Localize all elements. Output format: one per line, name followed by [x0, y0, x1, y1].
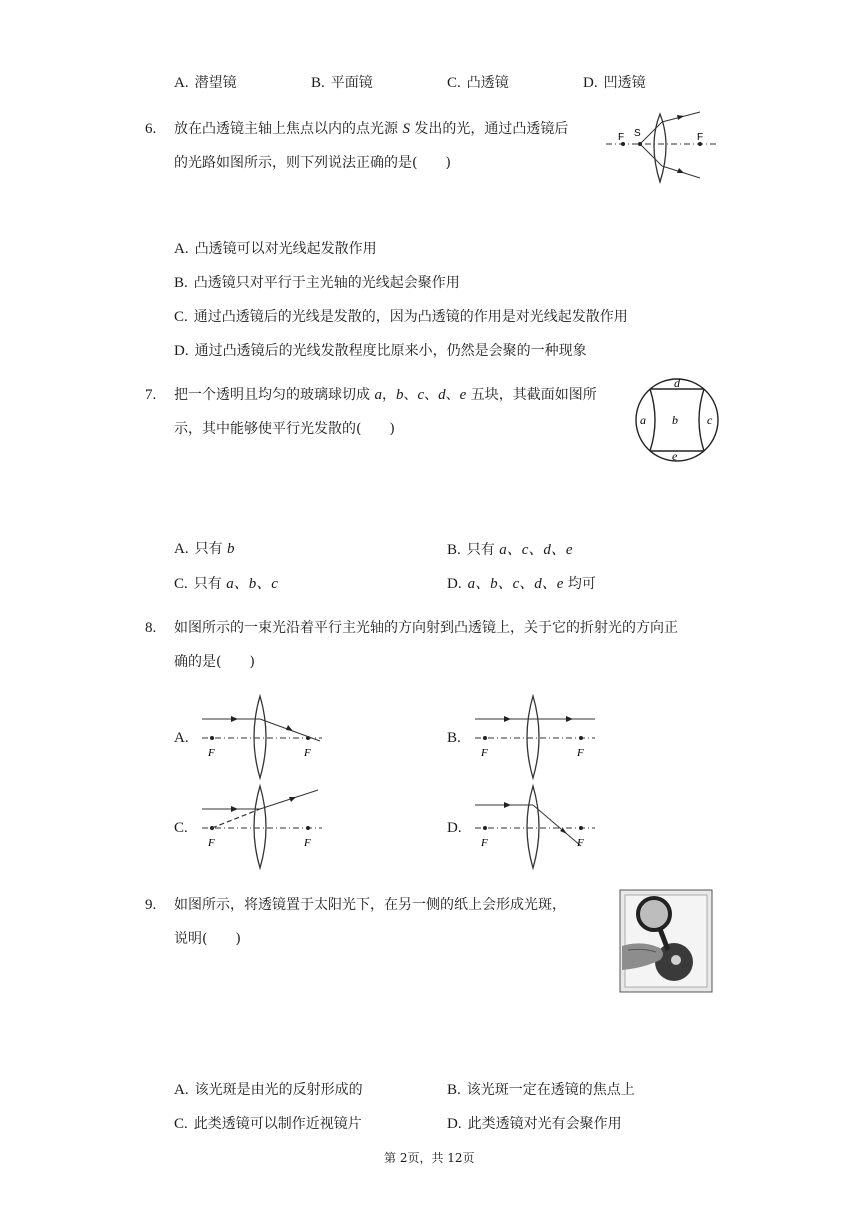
q7-option-d[interactable]: D. a、b、c、d、e 均可	[447, 576, 596, 592]
q9-stem-line2: 说明( )	[174, 931, 241, 947]
q8-a-f-left: F	[208, 747, 215, 759]
q6-stem-line2: 的光路如图所示，则下列说法正确的是( )	[174, 155, 451, 171]
q7-fig-label-d: d	[674, 376, 680, 390]
q8-c-f-right: F	[304, 837, 311, 849]
q8-option-d-label[interactable]: D.	[447, 820, 462, 836]
q7-option-a[interactable]: A. 只有 b	[174, 541, 235, 557]
q8-stem-line2: 确的是( )	[174, 654, 255, 670]
q7-fig-label-c: c	[707, 413, 713, 427]
q9-number: 9.	[145, 897, 157, 913]
q6-lens-figure	[604, 108, 720, 188]
q8-option-a-label[interactable]: A.	[174, 730, 189, 746]
q5-option-a[interactable]: A. 潜望镜	[174, 75, 237, 91]
q9-stem-line1: 如图所示，将透镜置于太阳光下，在另一侧的纸上会形成光斑，	[174, 897, 566, 913]
q7-fig-label-b: b	[672, 413, 678, 427]
q5-option-c[interactable]: C. 凸透镜	[447, 75, 509, 91]
q7-fig-label-a: a	[640, 413, 646, 427]
q6-fig-label-s: S	[634, 128, 641, 139]
q8-option-c-label[interactable]: C.	[174, 820, 188, 836]
q6-fig-label-f-right: F	[697, 132, 704, 143]
q7-number: 7.	[145, 387, 157, 403]
q8-d-f-left: F	[481, 837, 488, 849]
q6-option-d[interactable]: D. 通过凸透镜后的光线发散程度比原来小，仍然是会聚的一种现象	[174, 343, 587, 359]
q7-option-c[interactable]: C. 只有 a、b、c	[174, 576, 278, 592]
q9-magnifier-photo	[620, 890, 712, 992]
q8-d-f-right: F	[577, 837, 584, 849]
q6-number: 6.	[145, 121, 157, 137]
q7-fig-label-e: e	[672, 449, 678, 463]
q8-b-f-left: F	[481, 747, 488, 759]
q6-stem-line1: 放在凸透镜主轴上焦点以内的点光源 S 发出的光，通过凸透镜后	[174, 121, 569, 137]
q8-a-f-right: F	[304, 747, 311, 759]
q8-c-f-left: F	[208, 837, 215, 849]
q9-option-b[interactable]: B. 该光斑一定在透镜的焦点上	[447, 1082, 635, 1098]
q8-number: 8.	[145, 620, 157, 636]
q5-option-d[interactable]: D. 凹透镜	[583, 75, 646, 91]
q8-stem-line1: 如图所示的一束光沿着平行主光轴的方向射到凸透镜上，关于它的折射光的方向正	[174, 620, 678, 636]
q8-b-f-right: F	[577, 747, 584, 759]
q8-diagram-a	[200, 694, 326, 780]
q6-option-c[interactable]: C. 通过凸透镜后的光线是发散的，因为凸透镜的作用是对光线起发散作用	[174, 309, 628, 325]
q5-option-b[interactable]: B. 平面镜	[311, 75, 373, 91]
q7-glass-sphere-figure	[632, 378, 722, 462]
q7-option-b[interactable]: B. 只有 a、c、d、e	[447, 542, 573, 558]
q9-option-a[interactable]: A. 该光斑是由光的反射形成的	[174, 1082, 363, 1098]
q8-diagram-d	[473, 784, 599, 870]
q7-stem-line2: 示，其中能够使平行光发散的( )	[174, 421, 395, 437]
q6-option-a[interactable]: A. 凸透镜可以对光线起发散作用	[174, 241, 377, 257]
q8-diagram-b	[473, 694, 599, 780]
page-footer: 第 2页，共 12页	[384, 1151, 475, 1165]
q8-option-b-label[interactable]: B.	[447, 730, 461, 746]
q6-option-b[interactable]: B. 凸透镜只对平行于主光轴的光线起会聚作用	[174, 275, 460, 291]
q9-option-d[interactable]: D. 此类透镜对光有会聚作用	[447, 1116, 622, 1132]
q9-option-c[interactable]: C. 此类透镜可以制作近视镜片	[174, 1116, 362, 1132]
q6-fig-label-f-left: F	[618, 132, 625, 143]
q7-stem-line1: 把一个透明且均匀的玻璃球切成 a，b、c、d、e 五块，其截面如图所	[174, 387, 597, 403]
q8-diagram-c	[200, 784, 326, 870]
